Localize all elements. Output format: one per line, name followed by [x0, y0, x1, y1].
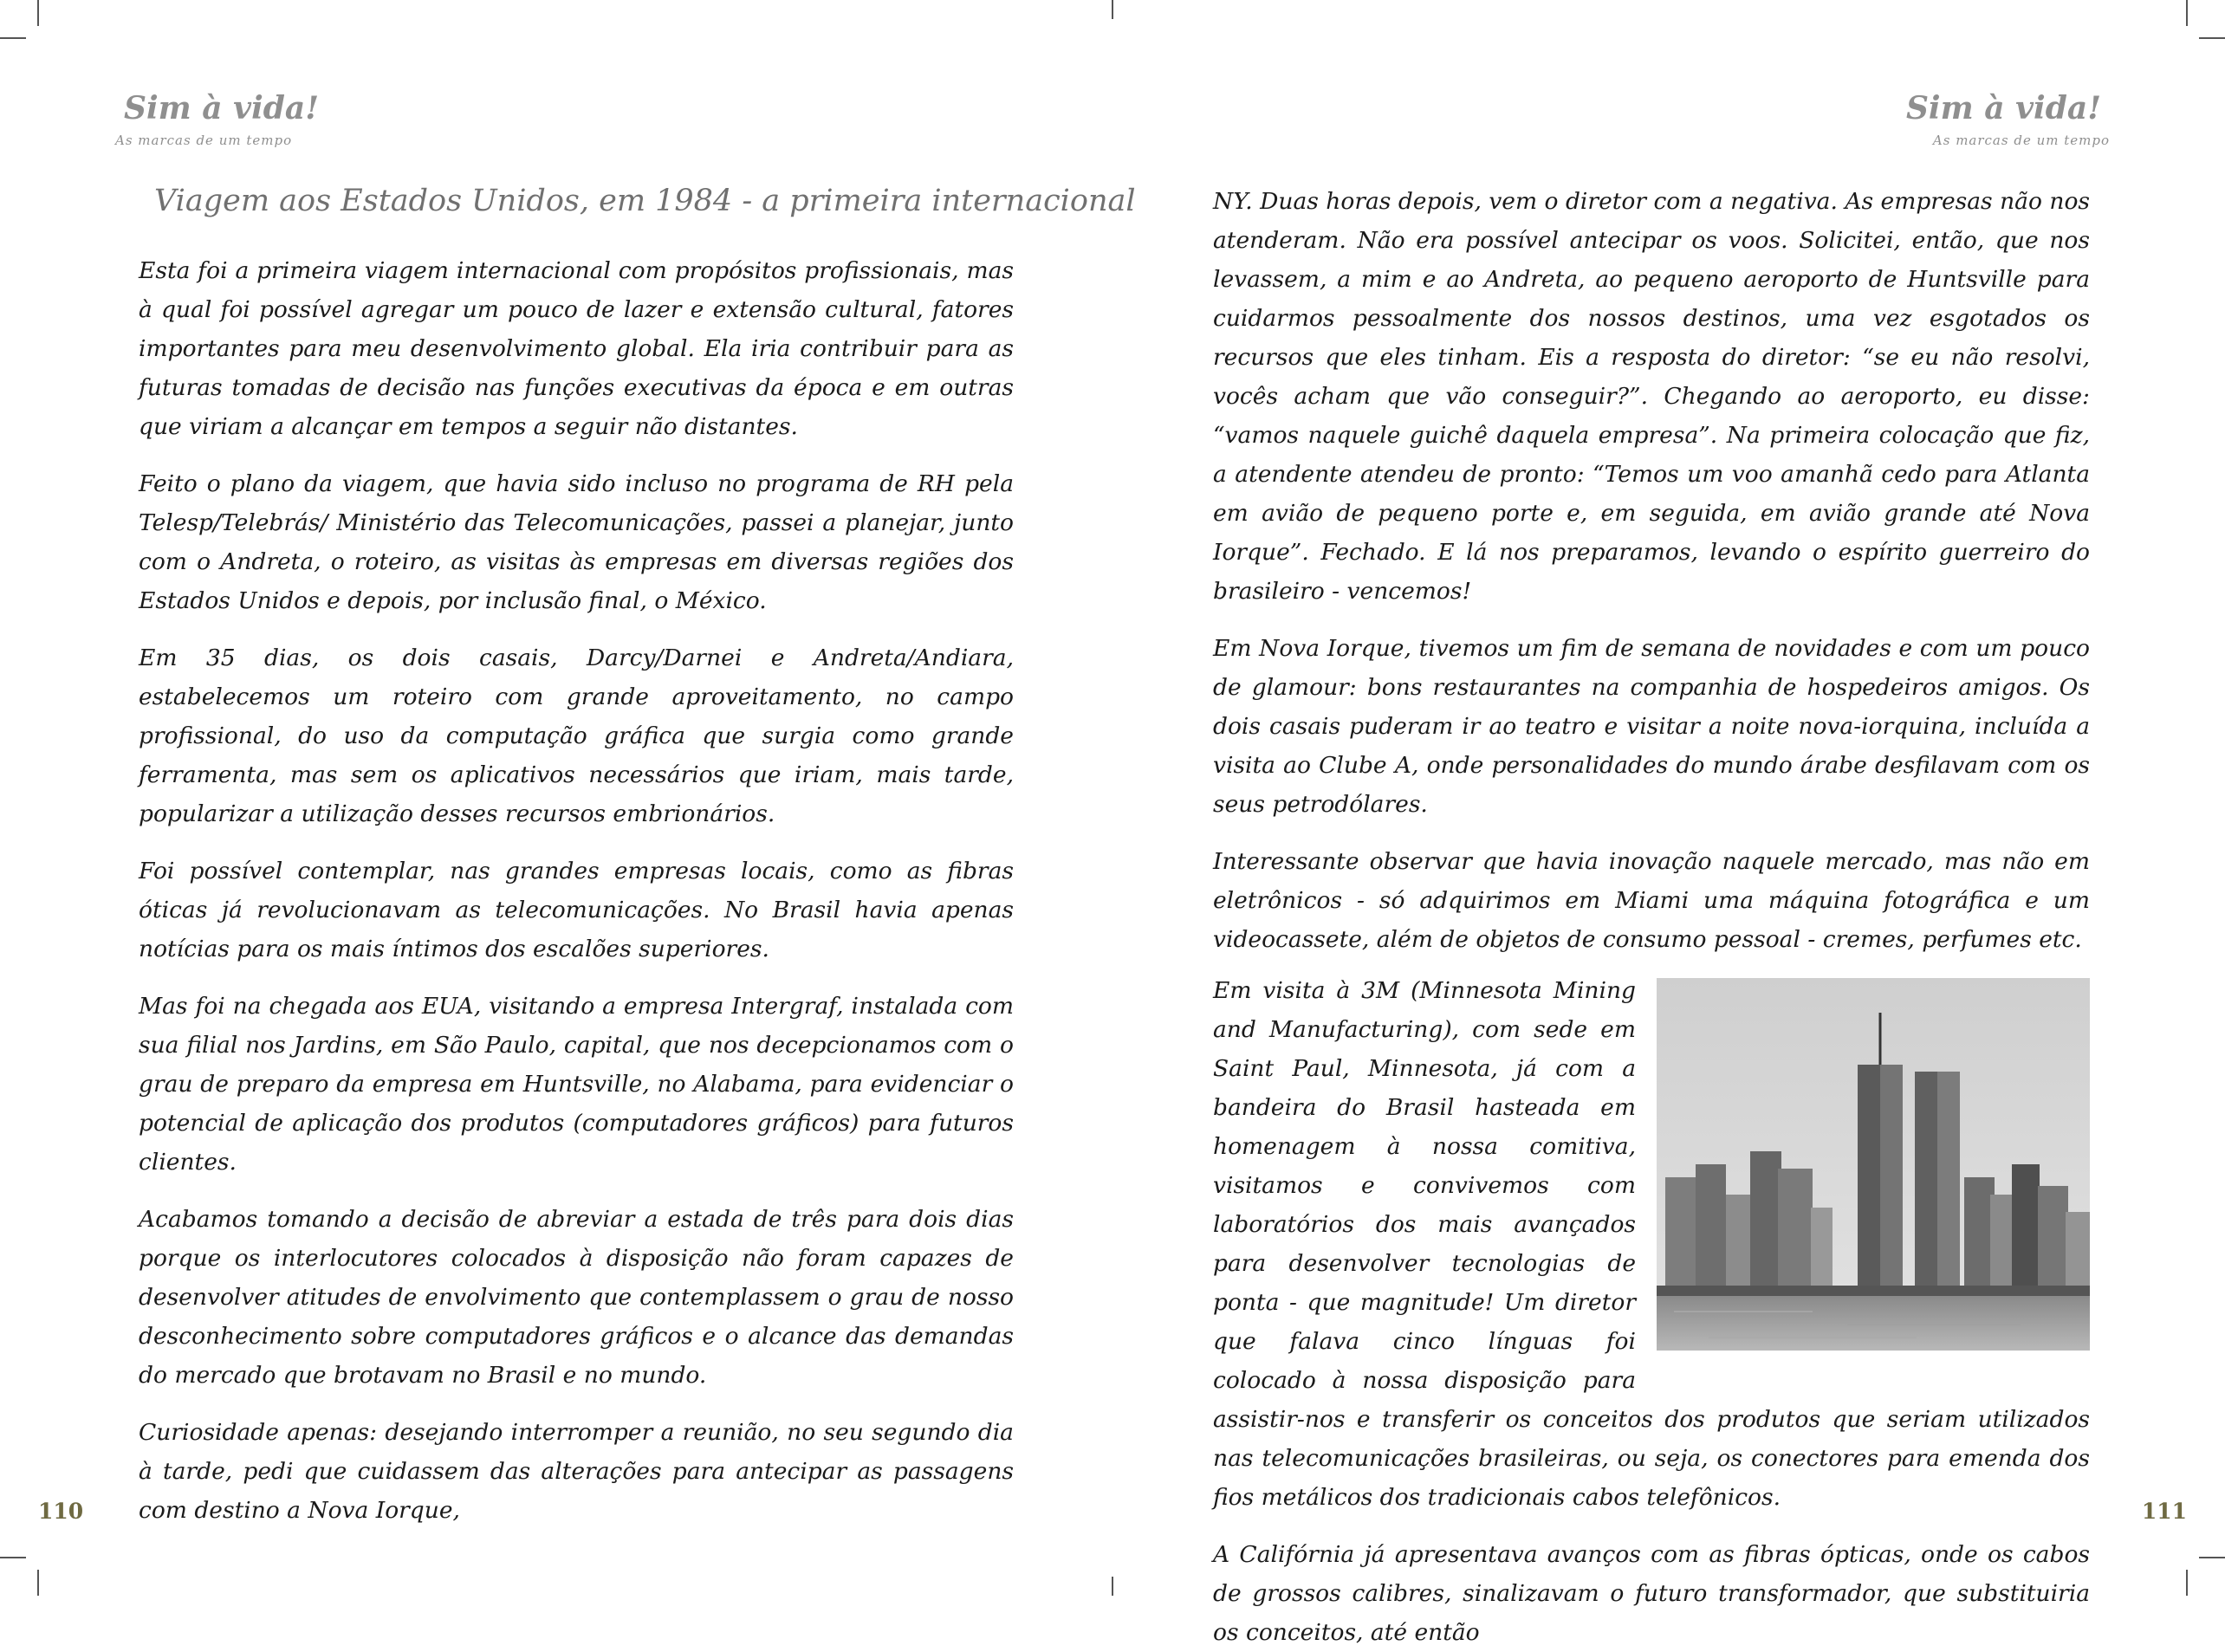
section-title: Viagem aos Estados Unidos, em 1984 - a primeira internacional — [154, 184, 1136, 218]
paragraph: Em visita à 3M (Minnesota Mining and Manufacturing), com sede em Saint Paul, Minnesota, já com a bandeira do Brasil hasteada em homenagem à nossa comitiva, visitamos e convivemos com laboratórios dos mais avançados para desenvolver tecnologias de ponta - que magnitude! Um diretor que falava cinco línguas foi colocado à nossa disposição para assistir-nos e transferir os conceitos dos produtos que seriam utilizados nas telecomunicações brasileiras, ou seja, os conectores para emenda dos fios metálicos dos tradicionais cabos telefônicos. — [1213, 977, 2090, 1511]
right-body-text — [1213, 182, 2090, 1646]
running-header-subtitle: As marcas de um tempo — [1932, 133, 2110, 148]
running-header-title: Sim à vida! — [124, 90, 320, 126]
page-number: 110 — [38, 1499, 84, 1524]
paragraph: Curiosidade apenas: desejando interromper a reunião, no seu segundo dia à tarde, pedi que cuidassem das alterações para antecipar as passagens com destino a Nova Iorque, — [139, 1419, 1014, 1524]
paragraph: Mas foi na chegada aos EUA, visitando a empresa Intergraf, instalada com sua filial nos Jardins, em São Paulo, capital, que nos decepcionamos com o grau de preparo da empresa em Huntsville, no Alabama, para evidenciar o potencial de aplicação dos produtos (computadores gráficos) para futuros clientes. — [139, 993, 1014, 1176]
left-page — [0, 0, 1136, 1596]
paragraph: Feito o plano da viagem, que havia sido incluso no programa de RH pela Telesp/Telebrás/ Ministério das Telecomunicações, passei a planejar, junto com o Andreta, o roteiro, as visitas às empresas em diversas regiões dos Estados Unidos e depois, por inclusão final, o México. — [139, 470, 1014, 614]
running-header-subtitle: As marcas de um tempo — [115, 133, 293, 148]
paragraph: Esta foi a primeira viagem internacional com propósitos profissionais, mas à qual foi possível agregar um pouco de lazer e extensão cultural, fatores importantes para meu desenvolvimento global. Ela iria contribuir para as futuras tomadas de decisão nas funções executivas da época e em outras que viriam a alcançar em tempos a seguir não distantes. — [139, 257, 1014, 440]
paragraph: Interessante observar que havia inovação naquele mercado, mas não em eletrônicos - só adquirimos em Miami uma máquina fotográfica e um videocassete, além de objetos de consumo pessoal - cremes, perfumes etc. — [1213, 848, 2090, 953]
left-body-text — [139, 251, 1014, 1524]
paragraph: Em Nova Iorque, tivemos um fim de semana de novidades e com um pouco de glamour: bons restaurantes na companhia de hospedeiros amigos. Os dois casais puderam ir ao teatro e visitar a noite nova-iorquina, incluída a visita ao Clube A, onde personalidades do mundo árabe desfilavam com os seus petrodólares. — [1213, 635, 2090, 818]
page-number: 111 — [2141, 1499, 2187, 1524]
paragraph: Acabamos tomando a decisão de abreviar a estada de três para dois dias porque os interlocutores colocados à disposição não foram capazes de desenvolver atitudes de envolvimento que contemplassem o grau de nosso desconhecimento sobre computadores gráficos e o alcance das demandas do mercado que brotavam no Brasil e no mundo. — [139, 1206, 1014, 1389]
running-header-title: Sim à vida! — [1905, 90, 2101, 126]
paragraph: Em 35 dias, os dois casais, Darcy/Darnei e Andreta/Andiara, estabelecemos um roteiro com grande aproveitamento, no campo profissional, do uso da computação gráfica que surgia como grande ferramenta, mas sem os aplicativos necessários que iriam, mais tarde, popularizar a utilização desses recursos embrionários. — [139, 645, 1014, 827]
skyline-photo-image — [1657, 978, 2090, 1351]
paragraph: A Califórnia já apresentava avanços com as fibras ópticas, onde os cabos de grossos calibres, sinalizavam o futuro transformador, que substituiria os conceitos, até então — [1213, 1541, 2090, 1646]
right-page — [1112, 0, 2225, 1646]
paragraph: NY. Duas horas depois, vem o diretor com a negativa. As empresas não nos atenderam. Não era possível antecipar os voos. Solicitei, então, que nos levassem, a mim e ao Andreta, ao pequeno aeroporto de Huntsville para cuidarmos pessoalmente dos nossos destinos, uma vez esgotados os recursos que eles tinham. Eis a resposta do diretor: “se eu não resolvi, vocês acham que vão conseguir?”. Chegando ao aeroporto, eu disse: “vamos naquele guichê daquela empresa”. Na primeira colocação que fiz, a atendente atendeu de pronto: “Temos um voo amanhã cedo para Atlanta em avião de pequeno porte e, em seguida, em avião grande até Nova Iorque”. Fechado. E lá nos preparamos, levando o espírito guerreiro do brasileiro - vencemos! — [1213, 188, 2090, 605]
skyline-photo — [1657, 978, 2090, 1351]
paragraph: Foi possível contemplar, nas grandes empresas locais, como as fibras óticas já revolucionavam as telecomunicações. No Brasil havia apenas notícias para os mais íntimos dos escalões superiores. — [139, 858, 1014, 962]
